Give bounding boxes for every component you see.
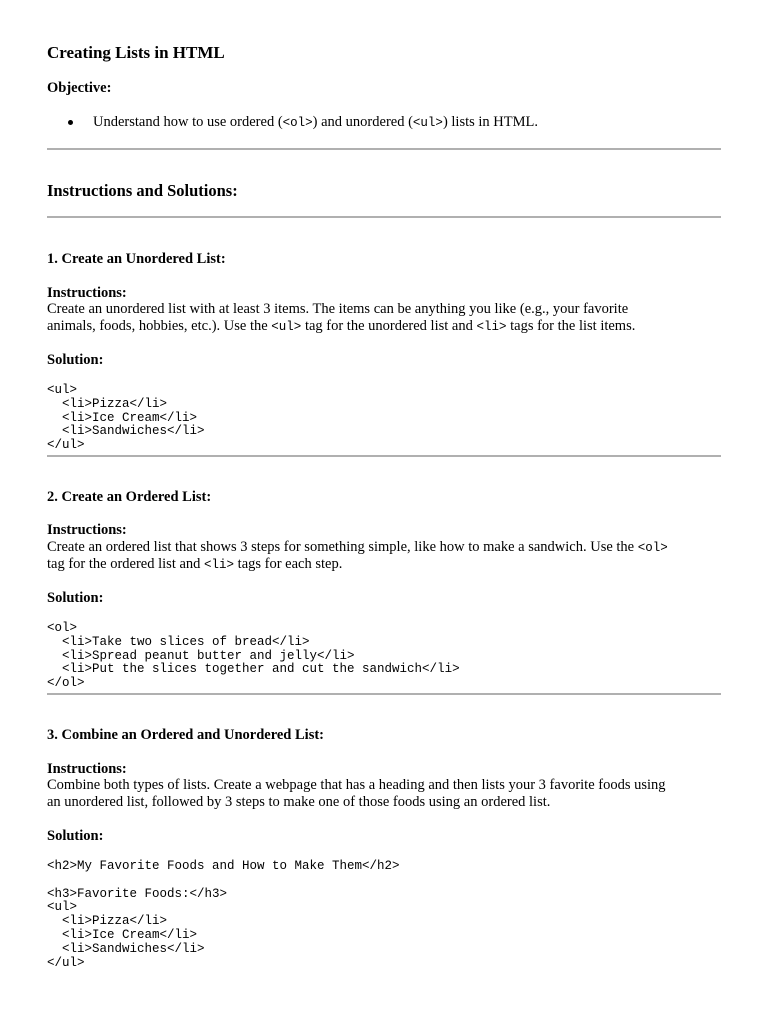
task-1-instructions-line-2: animals, foods, hobbies, etc.). Use the <ul> tag for the unordered list and <li> tags for the list items. — [47, 318, 636, 334]
task-2-instructions-label: Instructions: — [47, 522, 127, 538]
task-2-instructions-line-1: Create an ordered list that shows 3 steps for something simple, like how to make a sandwich. Use the <ol> — [47, 539, 668, 555]
task-3-solution-label: Solution: — [47, 828, 104, 844]
task-2-code-block: <ol> <li>Take two slices of bread</li> <li>Spread peanut butter and jelly</li> <li>Put the slices together and cut the sandwich</li> </ol> — [47, 621, 460, 691]
task-3-code-block: <h2>My Favorite Foods and How to Make Them</h2> <h3>Favorite Foods:</h3> <ul> <li>Pizza</li> <li>Ice Cream</li> <li>Sandwiches</li> </ul> — [47, 859, 400, 970]
divider — [47, 693, 721, 695]
task-2-solution-label: Solution: — [47, 590, 104, 606]
task-1-heading: 1. Create an Unordered List: — [47, 251, 226, 267]
objective-bullet-text: Understand how to use ordered (<ol>) and unordered (<ul>) lists in HTML. — [93, 114, 538, 130]
objective-heading: Objective: — [47, 80, 112, 96]
task-3-instructions-label: Instructions: — [47, 761, 127, 777]
divider — [47, 455, 721, 457]
section-heading: Instructions and Solutions: — [47, 181, 238, 200]
task-1-code-block: <ul> <li>Pizza</li> <li>Ice Cream</li> <li>Sandwiches</li> </ul> — [47, 383, 205, 453]
page-title: Creating Lists in HTML — [47, 43, 225, 62]
task-3-instructions-line-2: an unordered list, followed by 3 steps to make one of those foods using an ordered list. — [47, 794, 551, 810]
task-2-instructions-line-2: tag for the ordered list and <li> tags for each step. — [47, 556, 343, 572]
bullet-icon — [67, 114, 75, 128]
divider — [47, 148, 721, 150]
divider — [47, 216, 721, 218]
task-3-heading: 3. Combine an Ordered and Unordered List: — [47, 727, 324, 743]
task-1-instructions-line-1: Create an unordered list with at least 3 items. The items can be anything you like (e.g., your favorite — [47, 301, 629, 317]
task-1-solution-label: Solution: — [47, 352, 104, 368]
task-1-instructions-label: Instructions: — [47, 285, 127, 301]
task-2-heading: 2. Create an Ordered List: — [47, 489, 212, 505]
task-3-instructions-line-1: Combine both types of lists. Create a webpage that has a heading and then lists your 3 favorite foods using — [47, 777, 666, 793]
